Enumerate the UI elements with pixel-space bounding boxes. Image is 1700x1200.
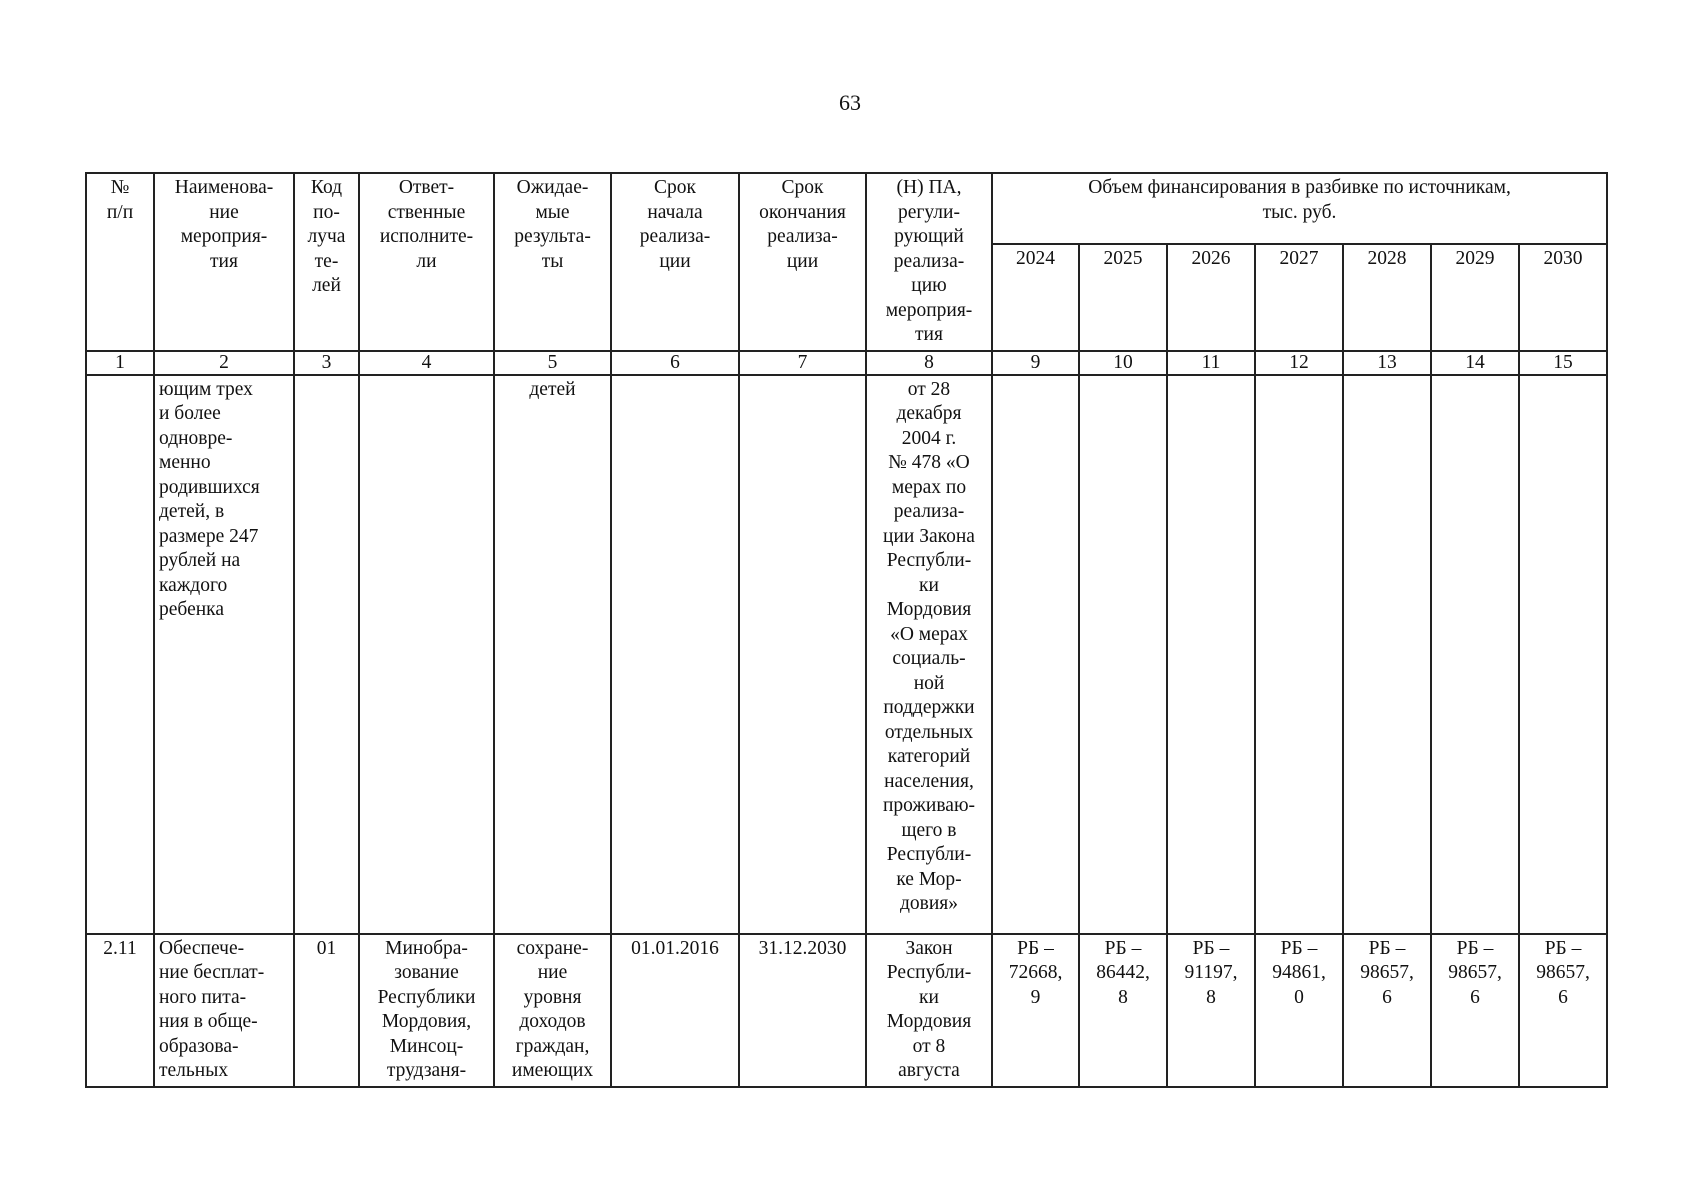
cell-funding: РБ – 98657, 6 [1431, 934, 1519, 1087]
cell-funding [1079, 375, 1167, 934]
cell-results: сохране- ние уровня доходов граждан, имеющих [494, 934, 611, 1087]
column-number: 7 [739, 351, 866, 375]
header-responsible: Ответ- ственные исполните- ли [359, 173, 494, 351]
cell-name: Обеспече- ние бесплат- ного пита- ния в обще- образова- тельных [154, 934, 294, 1087]
cell-responsible: Минобра- зование Республики Мордовия, Минсоц- трудзаня- [359, 934, 494, 1087]
header-name: Наименова- ние мероприя- тия [154, 173, 294, 351]
header-year: 2028 [1343, 244, 1431, 351]
header-year: 2029 [1431, 244, 1519, 351]
header-year: 2025 [1079, 244, 1167, 351]
column-number: 15 [1519, 351, 1607, 375]
column-number: 1 [86, 351, 154, 375]
column-number: 2 [154, 351, 294, 375]
header-year: 2024 [992, 244, 1079, 351]
cell-end [739, 375, 866, 934]
cell-start: 01.01.2016 [611, 934, 739, 1087]
column-number: 4 [359, 351, 494, 375]
column-number: 12 [1255, 351, 1343, 375]
cell-funding [992, 375, 1079, 934]
header-npa: (Н) ПА, регули- рующий реализа- цию мероприя- тия [866, 173, 992, 351]
cell-funding: РБ – 91197, 8 [1167, 934, 1255, 1087]
cell-code: 01 [294, 934, 359, 1087]
header-year: 2030 [1519, 244, 1607, 351]
cell-funding [1343, 375, 1431, 934]
header-num: № п/п [86, 173, 154, 351]
cell-num [86, 375, 154, 934]
cell-funding: РБ – 98657, 6 [1343, 934, 1431, 1087]
cell-funding [1255, 375, 1343, 934]
column-numbers-row [86, 351, 1607, 375]
column-number: 3 [294, 351, 359, 375]
table-row [86, 375, 1607, 934]
cell-responsible [359, 375, 494, 934]
cell-funding: РБ – 86442, 8 [1079, 934, 1167, 1087]
cell-end: 31.12.2030 [739, 934, 866, 1087]
cell-funding [1519, 375, 1607, 934]
column-number: 8 [866, 351, 992, 375]
cell-funding [1431, 375, 1519, 934]
header-year: 2027 [1255, 244, 1343, 351]
column-number: 13 [1343, 351, 1431, 375]
header-code: Код по- луча те- лей [294, 173, 359, 351]
column-number: 5 [494, 351, 611, 375]
cell-funding: РБ – 94861, 0 [1255, 934, 1343, 1087]
column-number: 9 [992, 351, 1079, 375]
cell-funding: РБ – 98657, 6 [1519, 934, 1607, 1087]
cell-npa: Закон Республи- ки Мордовия от 8 августа [866, 934, 992, 1087]
cell-num: 2.11 [86, 934, 154, 1087]
cell-funding: РБ – 72668, 9 [992, 934, 1079, 1087]
cell-funding [1167, 375, 1255, 934]
cell-results: детей [494, 375, 611, 934]
cell-npa: от 28 декабря 2004 г. № 478 «О мерах по реализа- ции Закона Республи- ки Мордовия «О мерах социаль- ной поддержки отдельных категорий населения, проживаю- щего в Республи- ке Мор- довия» [866, 375, 992, 934]
header-funding: Объем финансирования в разбивке по источникам, тыс. руб. [992, 173, 1607, 244]
header-start: Срок начала реализа- ции [611, 173, 739, 351]
cell-start [611, 375, 739, 934]
header-end: Срок окончания реализа- ции [739, 173, 866, 351]
column-number: 6 [611, 351, 739, 375]
program-activities-table [85, 172, 1608, 1088]
cell-name: ющим трех и более одновре- менно родившихся детей, в размере 247 рублей на каждого ребенка [154, 375, 294, 934]
column-number: 10 [1079, 351, 1167, 375]
column-number: 14 [1431, 351, 1519, 375]
header-results: Ожидае- мые результа- ты [494, 173, 611, 351]
header-year: 2026 [1167, 244, 1255, 351]
column-number: 11 [1167, 351, 1255, 375]
table-row [86, 934, 1607, 1087]
page-number: 63 [839, 90, 861, 115]
cell-code [294, 375, 359, 934]
header-row [86, 173, 1607, 244]
